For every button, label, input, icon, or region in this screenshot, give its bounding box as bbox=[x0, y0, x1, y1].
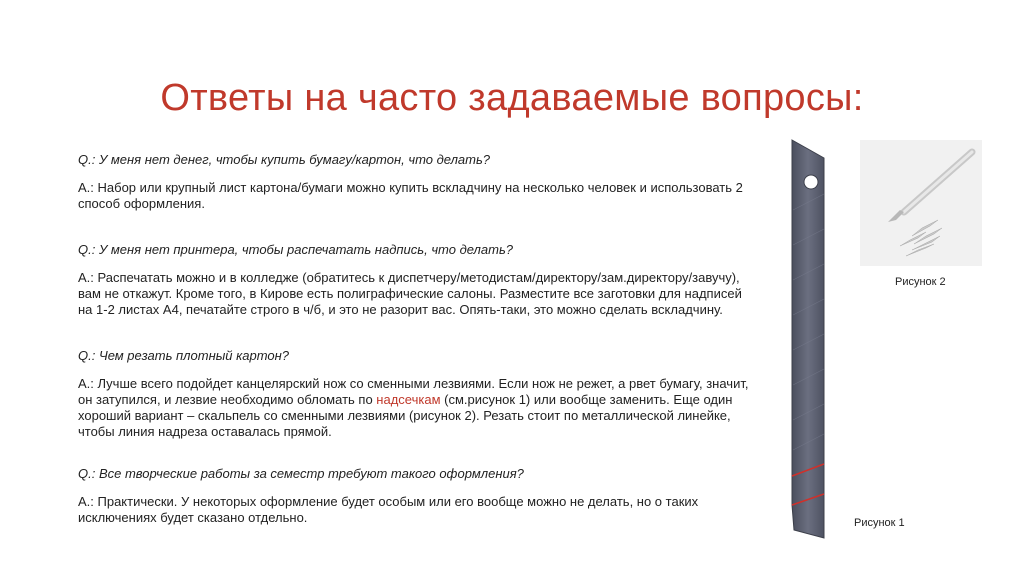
faq-question: Q.: Чем резать плотный картон? bbox=[78, 348, 290, 363]
slide-title: Ответы на часто задаваемые вопросы: bbox=[160, 77, 864, 120]
faq-list bbox=[78, 152, 758, 556]
faq-question: Q.: Все творческие работы за семестр требуют такого оформления? bbox=[78, 466, 524, 481]
utility-knife-blade-icon bbox=[780, 130, 836, 550]
faq-item bbox=[78, 242, 758, 318]
figure-2-caption: Рисунок 2 bbox=[895, 276, 946, 288]
faq-answer bbox=[78, 376, 758, 440]
faq-question: Q.: У меня нет принтера, чтобы распечатать надпись, что делать? bbox=[78, 242, 514, 257]
scalpel-with-blades-icon bbox=[860, 140, 982, 266]
blade-figure bbox=[780, 130, 836, 550]
faq-answer: A.: Практически. У некоторых оформление будет особым или его вообще можно не делать, но о таких исключениях будет сказано отдельно. bbox=[78, 494, 699, 525]
faq-item bbox=[78, 466, 758, 526]
faq-answer: A.: Набор или крупный лист картона/бумаги можно купить вскладчину на несколько человек и использовать 2 способ оформления. bbox=[78, 180, 743, 211]
faq-answer-text: (см.рисунок 1) или вообще заменить. Еще один хороший вариант – скальпель со сменными лезвиями (рисунок 2). Резать стоит по металлической линейке, чтобы линия надреза оставалась прямой. bbox=[78, 392, 733, 439]
faq-item bbox=[78, 348, 758, 440]
faq-answer-text: A.: Лучше всего подойдет канцелярский нож со сменными лезвиями. Если нож не режет, а рвет бумагу, значит, он затупился, и лезвие необходимо обломать по bbox=[78, 376, 749, 407]
figure-1-caption: Рисунок 1 bbox=[854, 517, 905, 529]
faq-answer: A.: Распечатать можно и в колледже (обратитесь к диспетчеру/методистам/директору/зам.директору/завучу), вам не откажут. Кроме того, в Кирове есть полиграфические салоны. Разместите все заготовки для надписей на 1-2 листах А4, печатайте строго в ч/б, и это не разорит вас. Опять-таки, это можно сделать вскладчину. bbox=[78, 270, 742, 317]
faq-question: Q.: У меня нет денег, чтобы купить бумагу/картон, что делать? bbox=[78, 152, 491, 167]
highlight-term: надсечкам bbox=[376, 392, 441, 407]
faq-item bbox=[78, 152, 758, 212]
scalpel-figure bbox=[860, 140, 982, 266]
